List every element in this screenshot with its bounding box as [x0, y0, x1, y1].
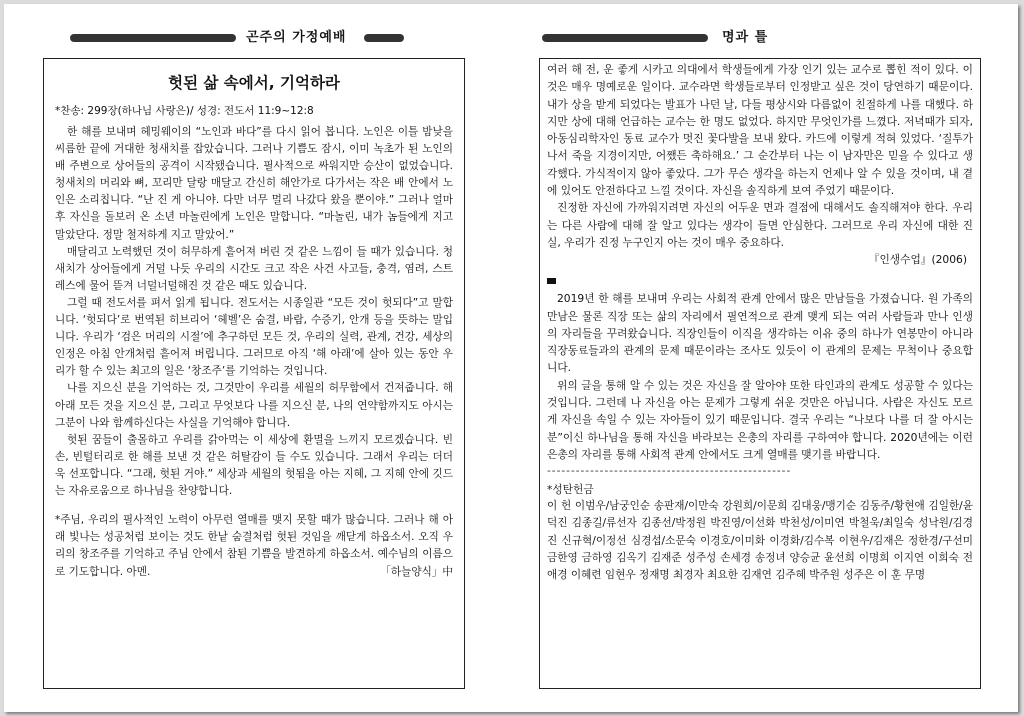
devotion-paragraph: 그럴 때 전도서를 펴서 읽게 됩니다. 전도서는 시종일관 “모든 것이 헛되다”고 말합니다. ‘헛되다’로 번역된 히브리어 ‘헤벨’은 숨결, 바람, 수증기, 안개 등을 뜻하는 말입니다. 우리가 ‘검은 머리의 시절’에 추구하던 모든 것, 우리의 실력, 관계, 건강, 세상의 인정은 아침 안개처럼 흩어져 버립니다. 그러므로 아직 ‘해 아래’에 살아 있는 동안 우리가 할 수 있는 최고의 일은 ‘창조주’를 기억하는 것입니다. [55, 296, 453, 378]
reflection-paragraph: 2019년 한 해를 보내며 우리는 사회적 관계 안에서 많은 만남들을 가졌습니다. 원 가족의 만남은 물론 직장 또는 삶의 자리에서 필연적으로 관계 맺게 되는 여러 사람들과 만나 인생의 자리들을 꾸려왔습니다. 직장인들이 이직을 생각하는 이유 중의 하나가 연봉만이 아니라 직장동료들과의 관계의 문제 때문이라는 조사도 있듯이 이 관계의 문제는 무척이나 중요합니다. [547, 292, 973, 375]
quote-paragraph: 진정한 자신에 가까워지려면 자신의 어두운 면과 결점에 대해서도 솔직해져야 한다. 우리는 다른 사람에 대해 잘 알고 있다는 생각이 들면 안심한다. 그러므로 우리 자신에 대한 진실, 우리가 진정 누구인지 아는 것이 매우 중요하다. [547, 201, 973, 249]
devotion-paragraph: 한 해를 보내며 헤밍웨이의 “노인과 바다”를 다시 읽어 봅니다. 노인은 이틀 밤낮을 씨름한 끝에 거대한 청새치를 잡았습니다. 그러나 기쁨도 잠시, 이미 녹초가 된 노인의 배 주변으로 상어들의 공격이 시작됐습니다. 필사적으로 싸워지만 승산이 없었습니다. 청새치의 머리와 뼈, 꼬리만 달랑 매달고 간신히 해안가로 다가서는 작은 배 안에서 노인은 소리칩니다. “난 진 게 아니야. 다만 너무 멀리 나갔다 왔을 뿐이야.” 그러나 얼마 후 자신을 돌보러 온 소년 마놀린에게 노인은 말합니다. “마놀린, 내가 놈들에게 지고 말았단다. 정말 철저하게 지고 말았어.” [55, 126, 453, 241]
left-header-title: 곤주의 가정예배 [246, 30, 347, 45]
section-marker [547, 278, 556, 284]
hymn-scripture: *찬송: 299장(하나님 사랑은)/ 성경: 전도서 11:9~12:8 [55, 105, 314, 117]
right-header-title: 명과 틀 [722, 30, 769, 45]
quote-paragraph: 여러 해 전, 운 좋게 시카고 의대에서 학생들에게 가장 인기 있는 교수로 뽑힌 적이 있다. 이것은 매우 명예로운 일이다. 교수라면 학생들로부터 인정받고 싶은 것이 당연하기 때문이다. 내가 상을 받게 되었다는 발표가 나던 날, 다들 평상시와 다름없이 친절하게 나를 대했다. 하지만 상에 대해 언급하는 교수는 한 명도 없었다. 하지만 무엇인가를 느꼈다. 저녁때가 되자, 아동심리학자인 동료 교수가 멋진 꽃다발을 보내 왔다. 카드에 이렇게 적혀 있었다. ‘질투가 나서 죽을 지경이지만, 어쨌든 축하해요.’ 그 순간부터 나는 이 남자만은 믿을 수 있다고 생각했다. 가식적이지 않아 좋았다. 그가 무슨 생각을 하는지 언제나 알 수 있을 것이며, 내 곁에 있어도 안전하다고 느낄 것이다. 자신을 솔직하게 보여 주었기 때문이다. [547, 63, 973, 198]
donor-title: *성탄헌금 [547, 483, 594, 497]
page-sheet [4, 4, 1018, 712]
devotion-panel [43, 58, 465, 689]
left-header-bar-right [364, 34, 404, 42]
divider: --------------------------------------------------- [547, 465, 792, 478]
reading-panel [539, 58, 981, 689]
prayer-source: 「하늘양식」中 [380, 565, 453, 578]
right-header-bar [542, 34, 708, 42]
quote-source: 『인생수업』(2006) [868, 253, 967, 267]
left-header-bar [70, 34, 236, 42]
donor-list: 이 헌 이범우/남궁인순 송판재/이만숙 강원희/이문희 김대웅/맹기순 김동주/황현애 김일한/윤덕진 김종길/류선자 김종선/박정원 박진영/이선화 박천성/이미연 박철욱/최일숙 성낙원/김경진 신규혁/이정선 심경섭/소문숙 이경호/이미화 이경화/김수복 이현우/김재은 정한경/구선미 금한영 금하영 김옥기 김재준 성주성 손세경 송정녀 양승균 윤선희 이명희 이지연 이희숙 전애경 이혜련 임현우 정재명 최경자 최요한 김재연 김주혜 박주원 성주은 이 훈 무명 [547, 500, 973, 582]
devotion-paragraph: 헛된 꿈들이 출몰하고 우리를 갉아먹는 이 세상에 환멸을 느끼지 모르겠습니다. 빈손, 빈털터리로 한 해를 보낸 것 같은 허탈감이 들 수도 있습니다. 그래서 우리는 더더욱 선포합니다. “그래, 헛된 거야.” 세상과 세월의 헛됨을 아는 지혜, 그 지혜 안에 깃드는 자유로움으로 하나님을 찬양합니다. [55, 433, 453, 497]
prayer-text: *주님, 우리의 필사적인 노력이 아무런 열매를 맺지 못할 때가 많습니다. 그러나 해 아래 빛나는 성공처럼 보이는 것도 한낱 숨결처럼 헛된 것임을 깨닫게 하옵소서. 오직 우리의 창조주를 기억하고 주님 안에서 참된 기쁨을 발견하게 하옵소서. 예수님의 이름으로 기도합니다. 아멘. [55, 514, 453, 578]
devotion-title: 헛된 삶 속에서, 기억하라 [168, 74, 340, 92]
devotion-paragraph: 나를 지으신 분을 기억하는 것, 그것만이 우리를 세월의 허무함에서 건져줍니다. 해 아래 모든 것을 지으신 분, 그리고 무엇보다 나를 지으신 분, 나의 연약함까지도 아시는 그분이 나와 함께하신다는 사실을 기억해야 합니다. [55, 382, 453, 429]
devotion-paragraph: 매달리고 노력했던 것이 허무하게 흩어져 버린 것 같은 느낌이 들 때가 있습니다. 청새치가 상어들에게 거덜 나듯 우리의 시간도 크고 작은 사건 사고들, 충격, 염려, 스트레스에 물어 뜯겨 너덜너덜해진 것 같은 때도 있습니다. [55, 245, 453, 292]
prayer [55, 512, 453, 581]
reflection-paragraph: 위의 글을 통해 알 수 있는 것은 자신을 잘 알아야 또한 타인과의 관계도 성공할 수 있다는 것입니다. 그런데 나 자신을 아는 문제가 그렇게 쉬운 것만은 아닙니다. 사람은 자신도 모르게 자신을 속일 수 있는 자아들이 있기 때문입니다. 결국 우리는 “나보다 나를 더 잘 아시는 분”이신 하나님을 통해 자신을 바라보는 은총의 자리를 구하여야 합니다. 2020년에는 이런 은총의 자리를 통해 사회적 관계 안에서도 크게 열매를 맺기를 바랍니다. [547, 378, 973, 461]
